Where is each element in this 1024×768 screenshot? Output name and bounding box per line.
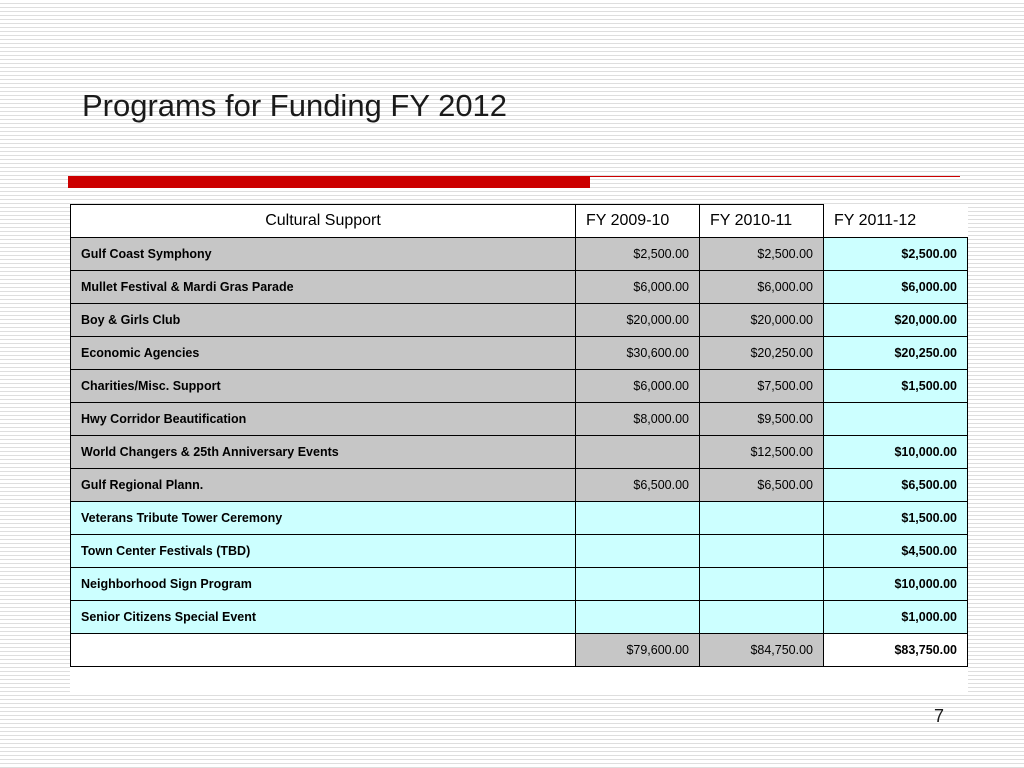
fy-2010-11-cell <box>700 601 824 634</box>
fy-2010-11-cell: $7,500.00 <box>700 370 824 403</box>
fy-2010-11-cell: $20,250.00 <box>700 337 824 370</box>
table-row <box>71 568 968 601</box>
header-fy-2011-12: FY 2011-12 <box>824 205 968 238</box>
fy-2010-11-cell: $6,000.00 <box>700 271 824 304</box>
title-rule-red-bar <box>68 176 590 188</box>
fy-2009-10-cell <box>576 436 700 469</box>
header-cultural-support: Cultural Support <box>71 205 576 238</box>
fy-2011-12-cell: $1,000.00 <box>824 601 968 634</box>
program-name-cell: Mullet Festival & Mardi Gras Parade <box>71 271 576 304</box>
fy-2011-12-cell: $6,000.00 <box>824 271 968 304</box>
funding-table <box>70 204 968 667</box>
fy-2009-10-cell: $20,000.00 <box>576 304 700 337</box>
page-number: 7 <box>934 706 945 726</box>
table-row <box>71 370 968 403</box>
fy-2011-12-cell: $10,000.00 <box>824 436 968 469</box>
program-name-cell: Neighborhood Sign Program <box>71 568 576 601</box>
table-row <box>71 436 968 469</box>
table-row <box>71 304 968 337</box>
fy-2010-11-cell: $20,000.00 <box>700 304 824 337</box>
table-header-row <box>71 205 968 238</box>
table-row <box>71 502 968 535</box>
program-name-cell: Senior Citizens Special Event <box>71 601 576 634</box>
fy-2009-10-cell <box>576 601 700 634</box>
title-underline-rule <box>68 174 960 188</box>
fy-2009-10-cell: $6,000.00 <box>576 271 700 304</box>
fy-2010-11-cell: $2,500.00 <box>700 238 824 271</box>
header-fy-2009-10: FY 2009-10 <box>576 205 700 238</box>
fy-2010-11-cell <box>700 568 824 601</box>
fy-2011-12-cell: $20,250.00 <box>824 337 968 370</box>
table-row <box>71 601 968 634</box>
totals-label-cell <box>71 634 576 667</box>
fy-2011-12-cell: $1,500.00 <box>824 370 968 403</box>
fy-2009-10-cell: $30,600.00 <box>576 337 700 370</box>
program-name-cell: Veterans Tribute Tower Ceremony <box>71 502 576 535</box>
slide-title: Programs for Funding FY 2012 <box>82 88 508 123</box>
table-row <box>71 403 968 436</box>
fy-2009-10-cell <box>576 568 700 601</box>
program-name-cell: Economic Agencies <box>71 337 576 370</box>
program-name-cell: Town Center Festivals (TBD) <box>71 535 576 568</box>
program-name-cell: Hwy Corridor Beautification <box>71 403 576 436</box>
program-name-cell: World Changers & 25th Anniversary Events <box>71 436 576 469</box>
title-rule-thin-line <box>590 176 960 177</box>
total-fy-2010-11-cell: $84,750.00 <box>700 634 824 667</box>
totals-row <box>71 634 968 667</box>
fy-2009-10-cell: $8,000.00 <box>576 403 700 436</box>
funding-table-container <box>70 204 968 693</box>
fy-2010-11-cell: $12,500.00 <box>700 436 824 469</box>
fy-2011-12-cell <box>824 403 968 436</box>
fy-2011-12-cell: $4,500.00 <box>824 535 968 568</box>
fy-2011-12-cell: $1,500.00 <box>824 502 968 535</box>
table-row <box>71 469 968 502</box>
fy-2011-12-cell: $2,500.00 <box>824 238 968 271</box>
fy-2009-10-cell: $6,000.00 <box>576 370 700 403</box>
fy-2009-10-cell: $2,500.00 <box>576 238 700 271</box>
fy-2009-10-cell <box>576 535 700 568</box>
table-body <box>71 238 968 667</box>
fy-2011-12-cell: $6,500.00 <box>824 469 968 502</box>
program-name-cell: Charities/Misc. Support <box>71 370 576 403</box>
fy-2009-10-cell <box>576 502 700 535</box>
fy-2010-11-cell <box>700 535 824 568</box>
total-fy-2011-12-cell: $83,750.00 <box>824 634 968 667</box>
program-name-cell: Gulf Coast Symphony <box>71 238 576 271</box>
header-fy-2010-11: FY 2010-11 <box>700 205 824 238</box>
fy-2011-12-cell: $20,000.00 <box>824 304 968 337</box>
fy-2009-10-cell: $6,500.00 <box>576 469 700 502</box>
table-row <box>71 535 968 568</box>
fy-2010-11-cell <box>700 502 824 535</box>
fy-2011-12-cell: $10,000.00 <box>824 568 968 601</box>
table-row <box>71 337 968 370</box>
program-name-cell: Boy & Girls Club <box>71 304 576 337</box>
fy-2010-11-cell: $9,500.00 <box>700 403 824 436</box>
table-row <box>71 271 968 304</box>
total-fy-2009-10-cell: $79,600.00 <box>576 634 700 667</box>
table-row <box>71 238 968 271</box>
fy-2010-11-cell: $6,500.00 <box>700 469 824 502</box>
program-name-cell: Gulf Regional Plann. <box>71 469 576 502</box>
